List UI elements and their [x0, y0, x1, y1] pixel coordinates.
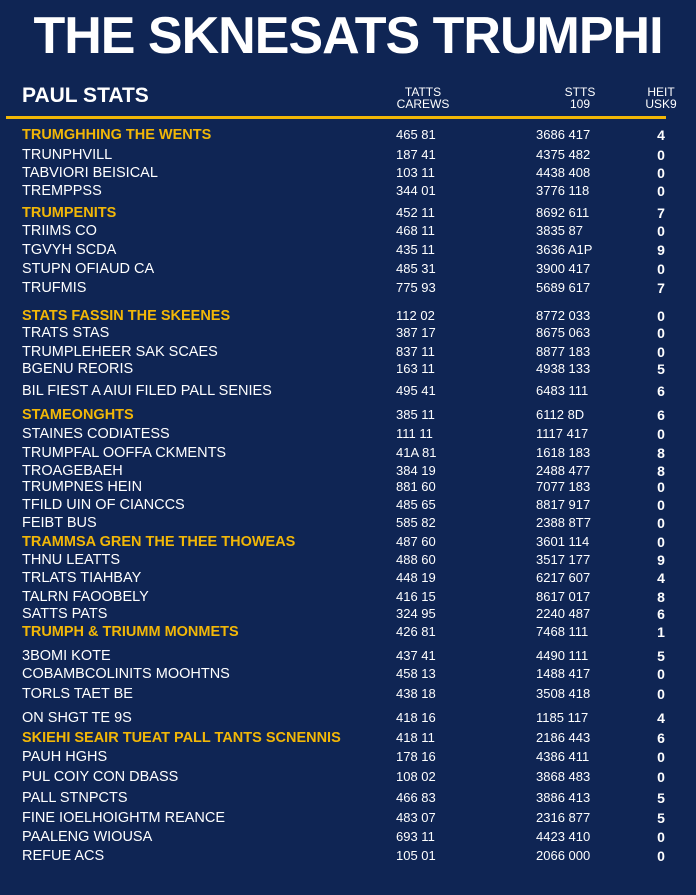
- table-row: [0, 222, 696, 240]
- row-value-3: 0: [657, 479, 665, 495]
- row-value-1: 163 11: [396, 361, 435, 376]
- row-value-3: 0: [657, 223, 665, 239]
- table-row: [0, 496, 696, 514]
- row-value-3: 4: [657, 127, 665, 143]
- table-row: [0, 343, 696, 361]
- row-value-2: 1488 417: [536, 666, 591, 681]
- row-value-1: 111 11: [396, 426, 433, 441]
- row-value-1: 468 11: [396, 223, 435, 238]
- row-value-1: 485 65: [396, 497, 436, 512]
- row-value-3: 6: [657, 383, 665, 399]
- row-value-2: 8817 917: [536, 497, 591, 512]
- row-value-1: 438 18: [396, 686, 436, 701]
- row-label: TRUFMIS: [22, 280, 87, 296]
- page-title: THE SKNESATS TRUMPHI: [33, 7, 663, 65]
- row-value-3: 0: [657, 426, 665, 442]
- row-label: BIL FIEST A AIUI FILED PALL SENIES: [22, 383, 272, 399]
- row-value-1: 418 11: [396, 730, 435, 745]
- row-value-3: 8: [657, 463, 665, 479]
- row-value-3: 0: [657, 749, 665, 765]
- table-row: [0, 551, 696, 569]
- row-value-1: 466 83: [396, 790, 436, 805]
- row-label: TRIIMS CO: [22, 223, 97, 239]
- table-row: [0, 241, 696, 259]
- row-value-2: 4438 408: [536, 165, 591, 180]
- row-value-3: 0: [657, 344, 665, 360]
- table-row: [0, 164, 696, 182]
- row-value-1: 416 15: [396, 589, 436, 604]
- row-value-2: 8617 017: [536, 589, 591, 604]
- row-value-2: 4386 411: [536, 749, 590, 764]
- row-value-3: 0: [657, 666, 665, 682]
- row-value-2: 5689 617: [536, 280, 591, 295]
- table-row: [0, 425, 696, 443]
- row-value-3: 0: [657, 515, 665, 531]
- row-value-1: 344 01: [396, 183, 436, 198]
- row-label: STAMEONGHTS: [22, 407, 134, 423]
- row-label: FINE IOELHOIGHTM REANCE: [22, 810, 226, 826]
- row-value-3: 7: [657, 205, 665, 221]
- row-label: TRUMGHHING THE WENTS: [22, 127, 212, 143]
- row-value-2: 2240 487: [536, 606, 591, 621]
- row-label: PAUH HGHS: [22, 749, 108, 765]
- section-row: [0, 126, 696, 144]
- row-value-2: 3517 177: [536, 552, 591, 567]
- row-value-3: 0: [657, 686, 665, 702]
- row-value-3: 9: [657, 242, 665, 258]
- table-row: [0, 685, 696, 703]
- row-value-3: 6: [657, 730, 665, 746]
- row-value-3: 6: [657, 407, 665, 423]
- table-row: [0, 605, 696, 623]
- row-value-1: 187 41: [396, 147, 436, 162]
- table-row: [0, 828, 696, 846]
- row-label: TRATS STAS: [22, 325, 110, 341]
- table-row: [0, 748, 696, 766]
- row-value-3: 7: [657, 280, 665, 296]
- table-row: [0, 444, 696, 462]
- table-row: [0, 279, 696, 297]
- section-row: [0, 623, 696, 641]
- row-value-1: 387 17: [396, 325, 436, 340]
- section-row: [0, 406, 696, 424]
- row-value-3: 9: [657, 552, 665, 568]
- table-row: [0, 789, 696, 807]
- row-label: TREMPPSS: [22, 183, 102, 199]
- row-value-1: 324 95: [396, 606, 436, 621]
- row-value-2: 2488 477: [536, 463, 591, 478]
- column-header-3-line2: USK9: [645, 97, 677, 111]
- table-title: PAUL STATS: [22, 84, 149, 107]
- row-label: TRAMMSA GREN THE THEE THOWEAS: [22, 534, 296, 550]
- row-value-3: 0: [657, 325, 665, 341]
- row-value-2: 2388 8T7: [536, 515, 591, 530]
- row-value-3: 0: [657, 308, 665, 324]
- row-value-1: 108 02: [396, 769, 436, 784]
- row-label: REFUE ACS: [22, 848, 105, 864]
- row-value-2: 4938 133: [536, 361, 591, 376]
- row-value-2: 3636 A1P: [536, 242, 593, 257]
- row-value-3: 1: [657, 624, 665, 640]
- table-row: [0, 324, 696, 342]
- table-row: [0, 360, 696, 378]
- table-row: [0, 709, 696, 727]
- row-label: TABVIORI BEISICAL: [22, 165, 158, 181]
- table-row: [0, 478, 696, 496]
- row-value-2: 4375 482: [536, 147, 591, 162]
- row-value-1: 881 60: [396, 479, 436, 494]
- row-value-2: 3900 417: [536, 261, 591, 276]
- row-value-1: 112 02: [396, 308, 435, 323]
- row-label: BGENU REORIS: [22, 361, 134, 377]
- table-row: [0, 569, 696, 587]
- row-value-1: 465 81: [396, 127, 436, 142]
- row-value-2: 2316 877: [536, 810, 591, 825]
- table-row: [0, 847, 696, 865]
- row-label: TFILD UIN OF CIANCCS: [22, 497, 185, 513]
- row-label: TRUMPFAL OOFFA CKMENTS: [22, 445, 227, 461]
- row-label: 3BOMI KOTE: [22, 648, 111, 664]
- row-value-1: 487 60: [396, 534, 436, 549]
- row-value-3: 0: [657, 829, 665, 845]
- row-value-3: 0: [657, 534, 665, 550]
- row-value-1: 693 11: [396, 829, 435, 844]
- table-row: [0, 665, 696, 683]
- table-row: [0, 647, 696, 665]
- row-value-3: 4: [657, 570, 665, 586]
- row-value-1: 458 13: [396, 666, 436, 681]
- row-label: PAALENG WIOUSA: [22, 829, 153, 845]
- row-value-3: 5: [657, 790, 665, 806]
- row-value-2: 8675 063: [536, 325, 591, 340]
- row-label: PUL COIY CON DBASS: [22, 769, 179, 785]
- row-value-2: 3868 483: [536, 769, 591, 784]
- row-label: STUPN OFIAUD CA: [22, 261, 155, 277]
- row-value-2: 6483 111: [536, 383, 589, 398]
- row-value-3: 8: [657, 445, 665, 461]
- column-header-2-line1: STTS: [564, 85, 596, 99]
- row-value-2: 2186 443: [536, 730, 591, 745]
- row-label: FEIBT BUS: [22, 515, 97, 531]
- row-value-2: 4490 111: [536, 648, 589, 663]
- row-value-1: 41A 81: [396, 445, 437, 460]
- row-value-1: 435 11: [396, 242, 435, 257]
- row-value-2: 3886 413: [536, 790, 591, 805]
- row-value-1: 837 11: [396, 344, 435, 359]
- row-value-2: 7468 111: [536, 624, 589, 639]
- row-label: TRLATS TIAHBAY: [22, 570, 142, 586]
- row-value-1: 384 19: [396, 463, 436, 478]
- row-value-2: 3508 418: [536, 686, 591, 701]
- row-value-3: 0: [657, 769, 665, 785]
- row-label: TORLS TAET BE: [22, 686, 133, 702]
- row-label: TRUMPENITS: [22, 205, 117, 221]
- row-label: TRUNPHVILL: [22, 147, 113, 163]
- row-value-2: 6112 8D: [536, 407, 585, 422]
- row-value-2: 3776 118: [536, 183, 590, 198]
- row-label: SKIEHI SEAIR TUEAT PALL TANTS SCNENNIS: [22, 730, 341, 746]
- column-header-1-line2: CAREWS: [396, 97, 450, 111]
- row-value-2: 1618 183: [536, 445, 591, 460]
- table-row: [0, 768, 696, 786]
- row-label: STAINES CODIATESS: [22, 426, 170, 442]
- table-row: [0, 382, 696, 400]
- row-value-2: 3835 87: [536, 223, 583, 238]
- row-value-3: 4: [657, 710, 665, 726]
- row-value-1: 448 19: [396, 570, 436, 585]
- row-value-1: 495 41: [396, 383, 436, 398]
- row-value-2: 8772 033: [536, 308, 591, 323]
- row-value-2: 6217 607: [536, 570, 591, 585]
- row-value-2: 3601 114: [536, 534, 590, 549]
- row-value-3: 0: [657, 147, 665, 163]
- row-label: TRUMPLEHEER SAK SCAES: [22, 344, 218, 360]
- table-row: [0, 809, 696, 827]
- section-row: [0, 204, 696, 222]
- row-value-2: 8692 611: [536, 205, 590, 220]
- table-row: [0, 182, 696, 200]
- row-label: COBAMBCOLINITS MOOHTNS: [22, 666, 230, 682]
- row-value-1: 488 60: [396, 552, 436, 567]
- row-value-3: 0: [657, 261, 665, 277]
- row-label: STATS FASSIN THE SKEENES: [22, 308, 231, 324]
- section-row: [0, 533, 696, 551]
- row-value-1: 385 11: [396, 407, 435, 422]
- row-value-1: 178 16: [396, 749, 436, 764]
- table-row: [0, 146, 696, 164]
- column-header-2-line2: 109: [569, 97, 591, 111]
- row-label: THNU LEATTS: [22, 552, 121, 568]
- section-row: [0, 729, 696, 747]
- row-value-1: 105 01: [396, 848, 436, 863]
- row-value-1: 437 41: [396, 648, 436, 663]
- row-value-2: 2066 000: [536, 848, 591, 863]
- row-label: TRUMPH & TRIUMM MONMETS: [22, 624, 239, 640]
- row-label: PALL STNPCTS: [22, 790, 128, 806]
- row-value-2: 1185 117: [536, 710, 589, 725]
- table-row: [0, 514, 696, 532]
- row-label: TROAGEBAEH: [22, 463, 123, 479]
- row-value-3: 5: [657, 361, 665, 377]
- row-value-1: 775 93: [396, 280, 436, 295]
- row-value-1: 485 31: [396, 261, 436, 276]
- row-value-3: 6: [657, 606, 665, 622]
- row-value-1: 585 82: [396, 515, 436, 530]
- row-value-1: 452 11: [396, 205, 435, 220]
- row-label: TALRN FAOOBELY: [22, 589, 149, 605]
- row-value-3: 0: [657, 848, 665, 864]
- row-value-3: 8: [657, 589, 665, 605]
- row-value-2: 8877 183: [536, 344, 591, 359]
- row-value-1: 418 16: [396, 710, 436, 725]
- column-header-3-line1: HEIT: [647, 85, 675, 99]
- row-value-3: 0: [657, 165, 665, 181]
- column-header-1-line1: TATTS: [404, 85, 442, 99]
- row-value-3: 0: [657, 497, 665, 513]
- table-row: [0, 260, 696, 278]
- row-value-2: 3686 417: [536, 127, 591, 142]
- row-value-3: 5: [657, 648, 665, 664]
- row-label: ON SHGT TE 9S: [22, 710, 132, 726]
- row-value-2: 1117 417: [536, 426, 589, 441]
- row-value-1: 103 11: [396, 165, 435, 180]
- table-row: [0, 588, 696, 606]
- row-value-3: 5: [657, 810, 665, 826]
- row-value-1: 426 81: [396, 624, 436, 639]
- row-label: SATTS PATS: [22, 606, 108, 622]
- row-label: TRUMPNES HEIN: [22, 479, 143, 495]
- row-value-2: 4423 410: [536, 829, 591, 844]
- row-value-1: 483 07: [396, 810, 436, 825]
- section-row: [0, 307, 696, 325]
- row-value-2: 7077 183: [536, 479, 591, 494]
- row-label: TGVYH SCDA: [22, 242, 117, 258]
- row-value-3: 0: [657, 183, 665, 199]
